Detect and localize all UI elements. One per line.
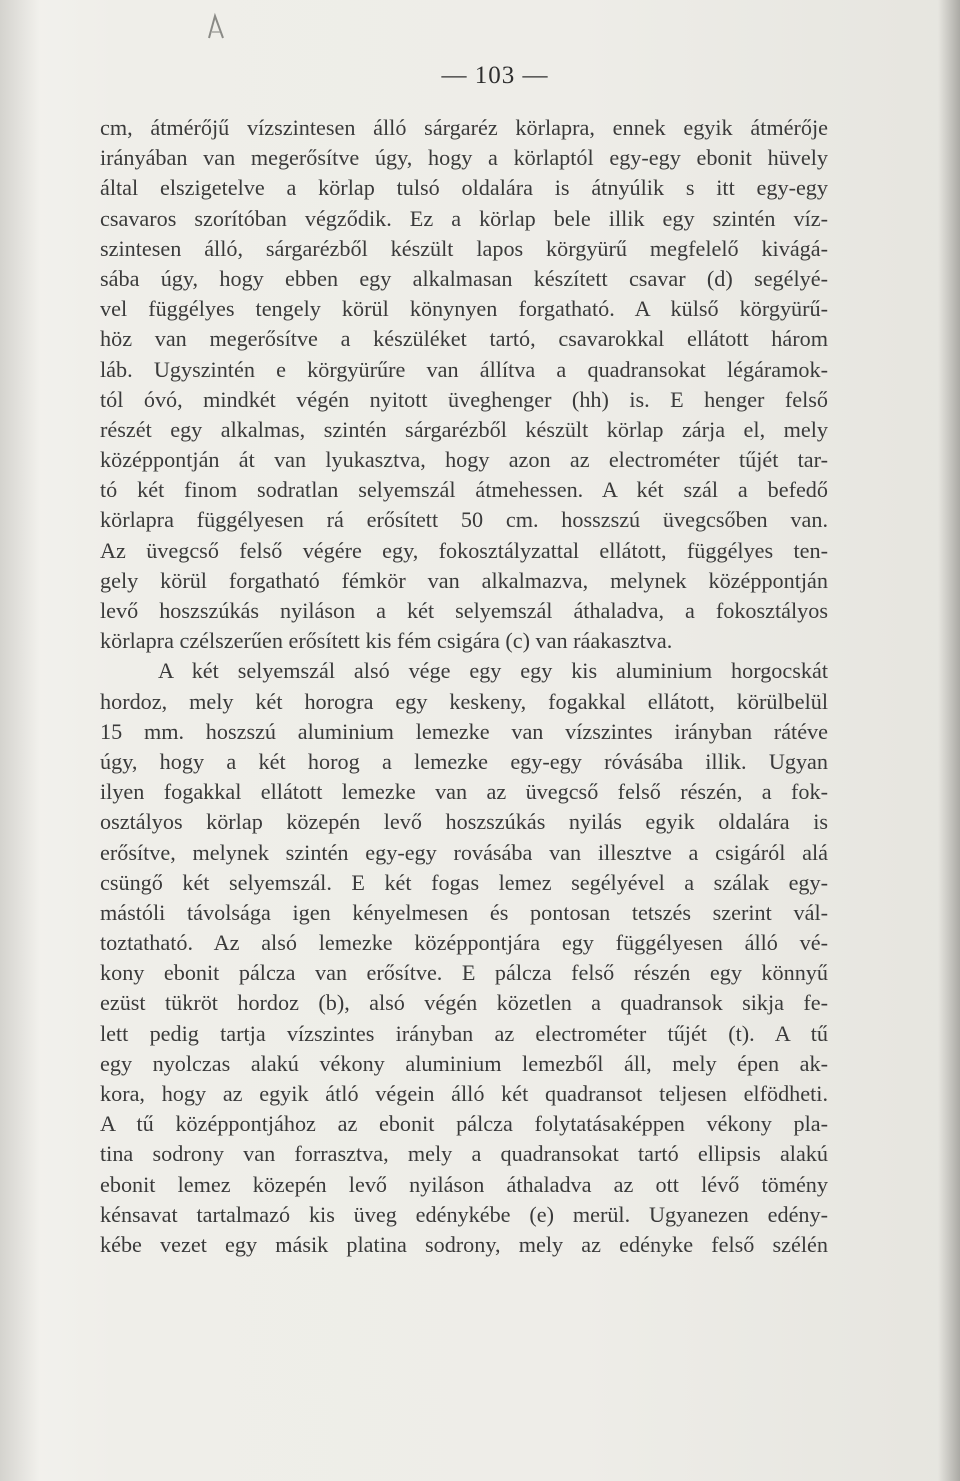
text-line: kony ebonit pálcza van erősítve. E pálcza felső részén egy könnyű bbox=[100, 960, 828, 986]
text-line: irányában van megerősítve úgy, hogy a körlaptól egy-egy ebonit hüvely bbox=[100, 145, 828, 171]
text-line: A tű középpontjához az ebonit pálcza folytatásaképpen vékony pla- bbox=[100, 1111, 828, 1137]
text-line: szintesen álló, sárgarézből készült lapos körgyürű megfelelő kivágá- bbox=[100, 235, 828, 261]
text-line: ezüst tükröt hordoz (b), alsó végén közetlen a quadransok sikja fe- bbox=[100, 990, 828, 1016]
text-line: által elszigetelve a körlap tulsó oldalára is átnyúlik s itt egy-egy bbox=[100, 175, 828, 201]
text-line: mástóli távolsága igen kényelmesen és pontosan tetszés szerint vál- bbox=[100, 899, 828, 925]
text-line: körlapra czélszerűen erősített kis fém csigára (c) van ráakasztva. bbox=[100, 628, 673, 654]
gutter-shadow bbox=[0, 0, 40, 1481]
text-line: levő hoszszúkás nyiláson a két selyemszál áthaladva, a fokosztályos bbox=[100, 598, 828, 623]
text-line: láb. Ugyszintén e körgyürűre van állítva a quadransokat légáramok- bbox=[100, 356, 828, 382]
text-line: lett pedig tartja vízszintes irányban az electrométer tűjét (t). A tű bbox=[100, 1020, 828, 1046]
text-line: osztályos körlap közepén levő hoszszúkás nyilás egyik oldalára is bbox=[100, 809, 828, 835]
body-text bbox=[100, 113, 828, 1260]
text-line: ilyen fogakkal ellátott lemezke van az üvegcső felső részén, a fok- bbox=[100, 779, 828, 805]
text-line: tó két finom sodratlan selyemszál átmehessen. A két szál a befedő bbox=[100, 477, 828, 503]
page-number: — 103 — bbox=[441, 62, 549, 89]
text-line: úgy, hogy a két horog a lemezke egy-egy róvásába illik. Ugyan bbox=[100, 748, 828, 774]
text-line: toztatható. Az alsó lemezke középpontjára egy függélyesen álló vé- bbox=[100, 930, 828, 956]
text-line: körlapra függélyesen rá erősített 50 cm. hosszszú üvegcsőben van. bbox=[100, 507, 828, 533]
text-line: ebonit lemez közepén levő nyiláson áthaladva az ott lévő tömény bbox=[100, 1171, 828, 1197]
text-line: kénsavat tartalmazó kis üveg edénykébe (e) merül. Ugyanezen edény- bbox=[100, 1201, 828, 1227]
text-line: erősítve, melynek szintén egy-egy rovásába van illesztve a csigáról alá bbox=[100, 839, 828, 865]
text-line: tina sodrony van forrasztva, mely a quadransokat tartó ellipsis alakú bbox=[100, 1141, 828, 1167]
text-line: egy nyolczas alakú vékony aluminium lemezből áll, mely épen ak- bbox=[100, 1050, 828, 1076]
text-line: tól óvó, mindkét végén nyitott üveghenger (hh) is. E henger felső bbox=[100, 386, 828, 412]
text-line: höz van megerősítve a készüléket tartó, csavarokkal ellátott három bbox=[100, 326, 828, 352]
scan-mark-icon bbox=[205, 12, 227, 42]
text-line: vel függélyes tengely körül könynyen forgatható. A külső körgyürű- bbox=[100, 296, 828, 322]
text-line: 15 mm. hoszszú aluminium lemezke van vízszintes irányban rátéve bbox=[100, 718, 828, 744]
text-line: A két selyemszál alsó vége egy egy kis aluminium horgocskát bbox=[158, 658, 828, 684]
text-line: részét egy alkalmas, szintén sárgarézből készült körlap zárja el, mely bbox=[100, 416, 828, 442]
text-line: csüngő két selyemszál. E két fogas lemez segélyével a szálak egy- bbox=[100, 869, 828, 895]
text-line: sába úgy, hogy ebben egy alkalmasan készített csavar (d) segélyé- bbox=[100, 265, 828, 291]
text-line: kora, hogy az egyik átló végein álló két quadransot teljesen elfödheti. bbox=[100, 1081, 828, 1106]
text-line: kébe vezet egy másik platina sodrony, mely az edényke felső szélén bbox=[100, 1231, 828, 1257]
page-edge-shadow bbox=[938, 0, 960, 1481]
text-line: Az üvegcső felső végére egy, fokosztályzattal ellátott, függélyes ten- bbox=[100, 537, 828, 563]
text-line: gely körül forgatható fémkör van alkalmazva, melynek középpontján bbox=[100, 567, 828, 593]
text-line: középpontján át van lyukasztva, hogy azon az electrométer tűjét tar- bbox=[100, 447, 828, 473]
text-line: cm, átmérőjű vízszintesen álló sárgaréz körlapra, ennek egyik átmérője bbox=[100, 115, 828, 140]
text-line: hordoz, mely két horogra egy keskeny, fogakkal ellátott, körülbelül bbox=[100, 688, 828, 714]
text-line: csavaros szorítóban végződik. Ez a körlap bele illik egy szintén víz- bbox=[100, 205, 828, 231]
